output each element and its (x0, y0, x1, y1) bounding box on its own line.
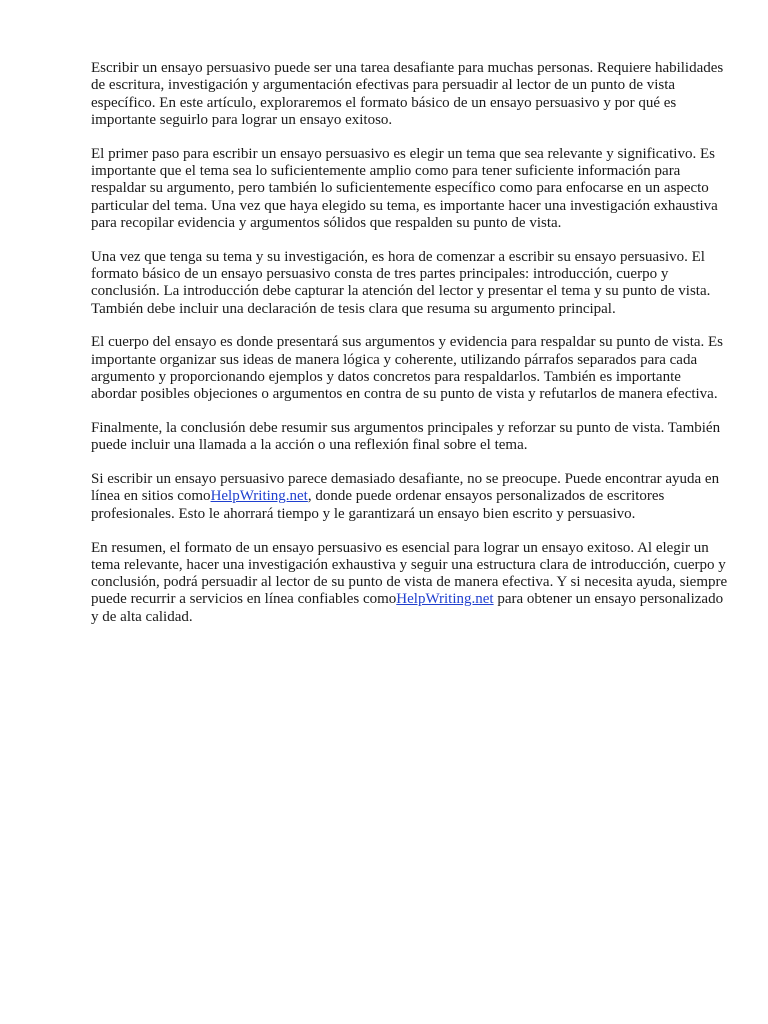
helpwriting-link-summary[interactable]: HelpWriting.net (396, 591, 494, 608)
paragraph-summary-text-after: para obtener un ensayo personalizado y de alta calidad. (91, 591, 724, 625)
paragraph-body: El cuerpo del ensayo es donde presentará sus argumentos y evidencia para respaldar su punto de vista. Es importante organizar sus ideas de manera lógica y coherente, utilizando párrafos separados para cada argumento y proporcionando ejemplos y datos concretos para respaldarlos. También es importante abordar posibles objeciones o argumentos en contra de su punto de vista y refutarlos de manera efectiva. (91, 334, 724, 403)
document-body (91, 60, 729, 643)
paragraph-summary (91, 540, 729, 626)
paragraph-help-text-before: Si escribir un ensayo persuasivo parece demasiado desafiante, no se preocupe. Puede encontrar ayuda en línea en sitios como (91, 471, 720, 505)
paragraph-topic: El primer paso para escribir un ensayo persuasivo es elegir un tema que sea relevante y significativo. Es importante que el tema sea lo suficientemente amplio como para tener suficiente información para respaldar su argumento, pero también lo suficientemente específico como para enfocarse en un aspecto particular del tema. Una vez que haya elegido su tema, es importante hacer una investigación exhaustiva para recopilar evidencia y argumentos sólidos que respalden su punto de vista. (91, 145, 718, 231)
paragraph-help (91, 471, 729, 523)
paragraph-help-text-after: , donde puede ordenar ensayos personalizados de escritores profesionales. Esto le ahorrará tiempo y le garantizará un ensayo bien escrito y persuasivo. (91, 488, 665, 522)
paragraph-format: Una vez que tenga su tema y su investigación, es hora de comenzar a escribir su ensayo persuasivo. El formato básico de un ensayo persuasivo consta de tres partes principales: introducción, cuerpo y conclusión. La introducción debe capturar la atención del lector y presentar el tema y su punto de vista. También debe incluir una declaración de tesis clara que resuma su argumento principal. (91, 248, 711, 317)
paragraph-summary-text-before: En resumen, el formato de un ensayo persuasivo es esencial para lograr un ensayo exitoso. Al elegir un tema relevante, hacer una investigación exhaustiva y seguir una estructura clara de introducción, cuerpo y conclusión, podrá persuadir al lector de su punto de vista de manera efectiva. Y si necesita ayuda, siempre puede recurrir a servicios en línea confiables como (91, 539, 728, 608)
paragraph-intro: Escribir un ensayo persuasivo puede ser una tarea desafiante para muchas personas. Requiere habilidades de escritura, investigación y argumentación efectivas para persuadir al lector de un punto de vista específico. En este artículo, exploraremos el formato básico de un ensayo persuasivo y por qué es importante seguirlo para lograr un ensayo exitoso. (91, 60, 724, 128)
helpwriting-link[interactable]: HelpWriting.net (210, 488, 308, 505)
paragraph-conclusion: Finalmente, la conclusión debe resumir sus argumentos principales y reforzar su punto de vista. También puede incluir una llamada a la acción o una reflexión final sobre el tema. (91, 420, 721, 454)
